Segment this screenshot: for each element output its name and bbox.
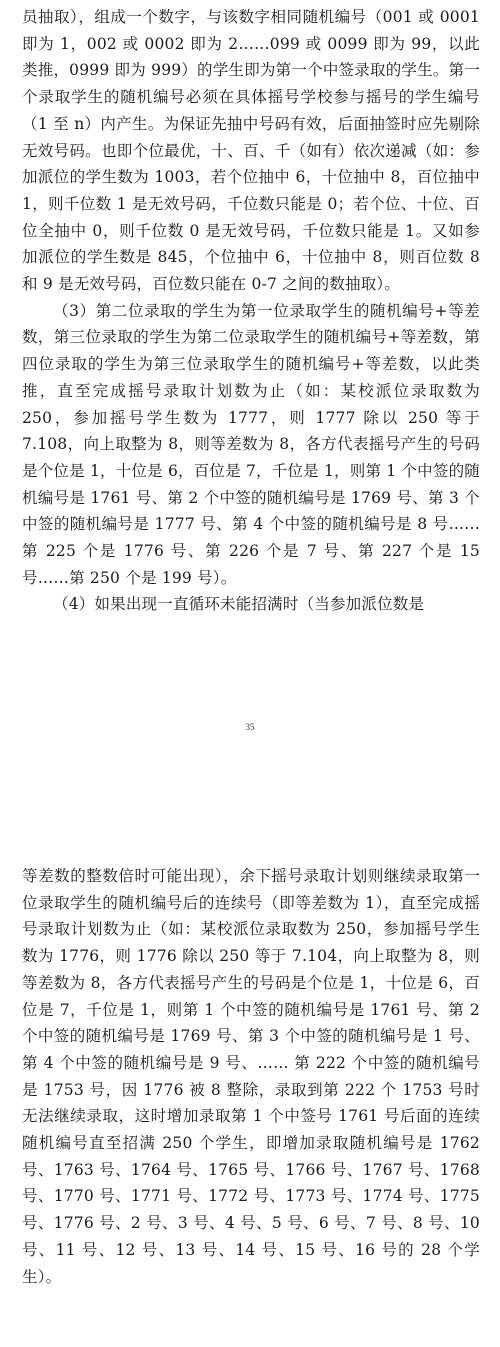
page-top-body xyxy=(22,4,480,618)
document-page-bottom xyxy=(0,860,500,1347)
paragraph-item-4-continued: 等差数的整数倍时可能出现），余下摇号录取计划则继续录取第一位录取学生的随机编号后的连续号（即等差数为 1），直至完成摇号录取计划数为止（如：某校派位录取数为 250，参加摇号学生数为 1776，则 1776 除以 250 等于 7.104，向上取整为 8，则等差数为 8，各方代表摇号产生的号码是个位是 1，十位是 6，百位是 7，千位是 1，则第 1 个中签的随机编号是 1761 号、第 2 个中签的随机编号是 1769 号、第 3 个中签的随机编号是 1 号、第 4 个中签的随机编号是 9 号、…… 第 222 个中签的随机编号是 1753 号，因 1776 被 8 整除，录取到第 222 个 1753 号时无法继续录取，这时增加录取第 1 个中签号 1761 号后面的连续随机编号直至招满 250 个学生，即增加录取随机编号是 1762 号、1763 号、1764 号、1765 号、1766 号、1767 号、1768 号、1770 号、1771 号、1772 号、1773 号、1774 号、1775 号、1776 号、2 号、3 号、4 号、5 号、6 号、7 号、8 号、10 号、11 号、12 号、13 号、14 号、15 号、16 号的 28 个学生）。 xyxy=(22,867,480,1286)
page-number: 35 xyxy=(245,722,255,732)
paragraph-item-4-start: （4）如果出现一直循环未能招满时（当参加派位数是 xyxy=(53,595,425,614)
page-bottom-body xyxy=(22,863,480,1290)
paragraph-continued-lottery-rules: 员抽取），组成一个数字，与该数字相同随机编号（001 或 0001 即为 1，002 或 0002 即为 2……099 或 0099 即为 99，以此类推，0999 即为 999）的学生即为第一个中签录取的学生。第一个录取学生的随机编号必须在具体摇号学校参与摇号的学生编号（1 至 n）内产生。为保证先抽中号码有效，后面抽签时应先剔除无效号码。也即个位最优，十、百、千（如有）依次递减（如：参加派位的学生数为 1003，若个位抽中 6，十位抽中 8，百位抽中 1，则千位数 1 是无效号码，千位数只能是 0；若个位、十位、百位全抽中 0，则千位数 0 是无效号码，千位数只能是 1。又如参加派位的学生数是 845，个位抽中 6，十位抽中 8，则百位数 8 和 9 是无效号码，百位数只能在 0-7 之间的数抽取）。 xyxy=(22,8,480,294)
paragraph-item-3-arithmetic-sequence: （3）第二位录取的学生为第一位录取学生的随机编号+等差数，第三位录取的学生为第二位录取学生的随机编号+等差数，第四位录取的学生为第三位录取学生的随机编号+等差数，以此类推，直至完成摇号录取计划数为止（如：某校派位录取数为 250，参加摇号学生数为 1777，则 1777 除以 250 等于 7.108，向上取整为 8，则等差数为 8，各方代表摇号产生的号码是个位是 1，十位是 6，百位是 7，千位是 1，则第 1 个中签的随机编号是 1761 号、第 2 个中签的随机编号是 1769 号、第 3 个中签的随机编号是 1777 号、第 4 个中签的随机编号是 8 号……第 225 个是 1776 号、第 226 个是 7 号、第 227 个是 15 号……第 250 个是 199 号）。 xyxy=(22,301,480,587)
